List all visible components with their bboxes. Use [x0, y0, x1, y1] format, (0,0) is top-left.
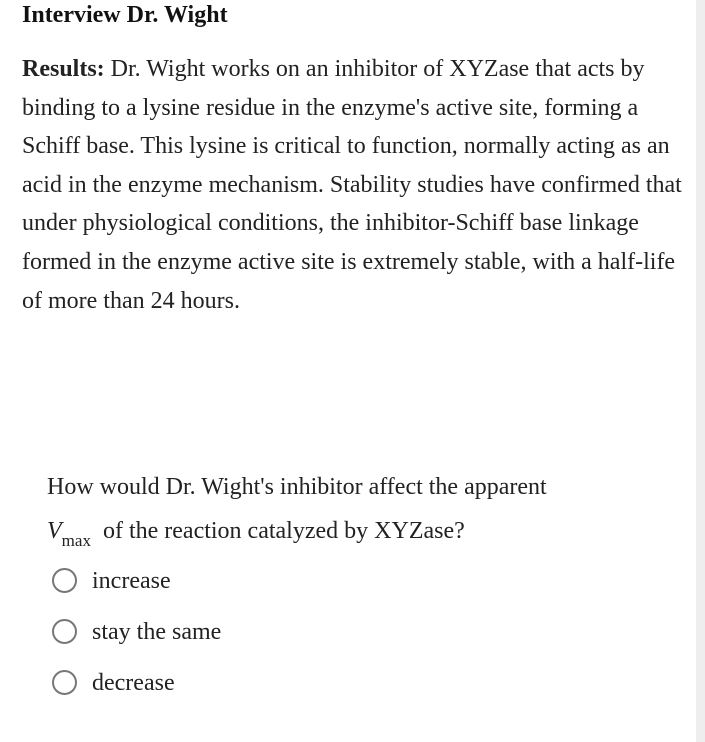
- results-label: Results:: [22, 56, 105, 82]
- answer-options: [52, 555, 221, 708]
- radio-button-stay-the-same[interactable]: [52, 619, 77, 644]
- scrollbar-track[interactable]: [696, 0, 705, 742]
- radio-button-decrease[interactable]: [52, 670, 77, 695]
- results-text: Dr. Wight works on an inhibitor of XYZase that acts by binding to a lysine residue in the enzyme's active site, forming a Schiff base. This lysine is critical to function, normally acting as an acid in the enzyme mechanism. Stability studies have confirmed that under physiological conditions, the inhibitor-Schiff base linkage formed in the enzyme active site is extremely stable, with a half-life of more than 24 hours.: [22, 56, 682, 314]
- option-stay-the-same[interactable]: [52, 606, 221, 657]
- question-prompt: [47, 465, 667, 555]
- question-suffix: of the reaction catalyzed by XYZase?: [102, 518, 465, 544]
- question-prefix: How would Dr. Wight's inhibitor affect the apparent: [47, 474, 547, 500]
- option-label: stay the same: [92, 618, 222, 645]
- option-label: increase: [92, 567, 171, 594]
- option-decrease[interactable]: [52, 657, 221, 708]
- vmax-symbol: V: [47, 518, 62, 544]
- page-title: Interview Dr. Wight: [22, 2, 228, 28]
- results-paragraph: [22, 50, 684, 320]
- vmax-subscript: max: [61, 531, 91, 550]
- option-label: decrease: [92, 669, 175, 696]
- radio-button-increase[interactable]: [52, 568, 77, 593]
- option-increase[interactable]: [52, 555, 221, 606]
